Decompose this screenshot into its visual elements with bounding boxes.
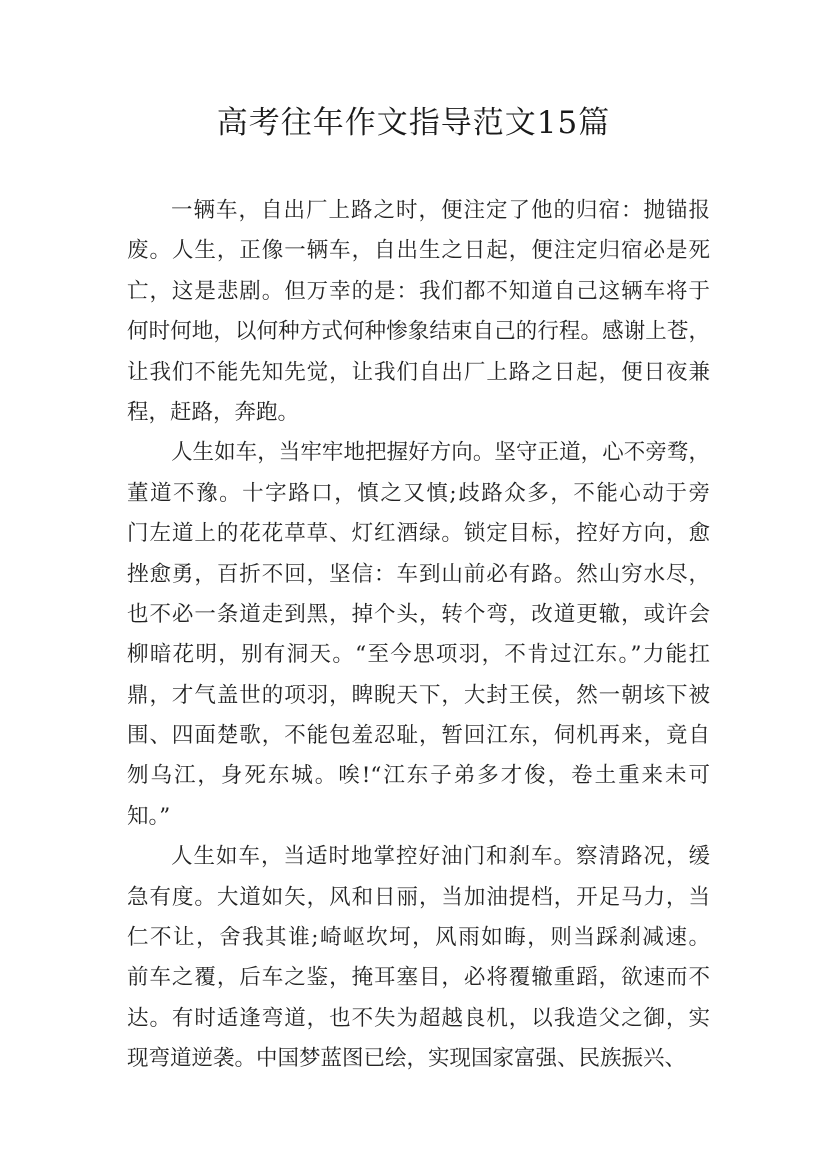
paragraph-line: 围、四面楚歌，不能包羞忍耻，暂回江东，伺机再来，竟自 bbox=[127, 723, 710, 749]
paragraph-line: 仁不让，舍我其谁;崎岖坎坷，风雨如晦，则当踩刹减速。 bbox=[127, 925, 710, 951]
paragraph bbox=[127, 191, 710, 433]
paragraph-line: 鼎，才气盖世的项羽，睥睨天下，大封王侯，然一朝垓下被 bbox=[127, 682, 710, 708]
paragraph-line: 刎乌江，身死东城。唉!“江东子弟多才俊，卷土重来未可 bbox=[127, 763, 710, 789]
paragraph-line: 挫愈勇，百折不回，坚信：车到山前必有路。然山穷水尽， bbox=[127, 561, 710, 587]
paragraph-line: 人生如车，当牢牢地把握好方向。坚守正道，心不旁骛， bbox=[171, 440, 710, 466]
paragraph-line: 一辆车，自出厂上路之时，便注定了他的归宿：抛锚报 bbox=[171, 198, 710, 223]
paragraph bbox=[127, 837, 710, 1079]
paragraph-line: 急有度。大道如矢，风和日丽，当加油提档，开足马力，当 bbox=[127, 884, 710, 910]
paragraph-line: 也不必一条道走到黑，掉个头，转个弯，改道更辙，或许会 bbox=[127, 601, 710, 627]
paragraph-line: 废。人生，正像一辆车，自出生之日起，便注定归宿必是死 bbox=[127, 238, 710, 264]
paragraph-line: 人生如车，当适时地掌控好油门和刹车。察清路况，缓 bbox=[171, 844, 710, 870]
document-title: 高考往年作文指导范文15篇 bbox=[216, 105, 611, 141]
paragraph-line: 现弯道逆袭。中国梦蓝图已绘，实现国家富强、民族振兴、 bbox=[127, 1046, 687, 1072]
paragraph-line: 何时何地，以何种方式何种惨象结束自己的行程。感谢上苍， bbox=[127, 319, 710, 345]
paragraph-line: 董道不豫。十字路口，慎之又慎;歧路众多，不能心动于旁 bbox=[127, 480, 710, 506]
document-body bbox=[127, 191, 710, 1080]
paragraph bbox=[127, 433, 710, 837]
paragraph-line: 前车之覆，后车之鉴，掩耳塞目，必将覆辙重蹈，欲速而不 bbox=[127, 965, 710, 991]
paragraph-line: 达。有时适逢弯道，也不失为超越良机，以我造父之御，实 bbox=[127, 1005, 710, 1031]
paragraph-line: 程，赶路，奔跑。 bbox=[127, 399, 300, 425]
paragraph-line: 亡，这是悲剧。但万幸的是：我们都不知道自己这辆车将于 bbox=[127, 278, 710, 304]
paragraph-line: 知。” bbox=[127, 803, 171, 829]
paragraph-line: 让我们不能先知先觉，让我们自出厂上路之日起，便日夜兼 bbox=[127, 359, 710, 385]
paragraph-line: 柳暗花明，别有洞天。“至今思项羽，不肯过江东。”力能扛 bbox=[127, 642, 710, 668]
paragraph-line: 门左道上的花花草草、灯红酒绿。锁定目标，控好方向，愈 bbox=[127, 521, 710, 547]
